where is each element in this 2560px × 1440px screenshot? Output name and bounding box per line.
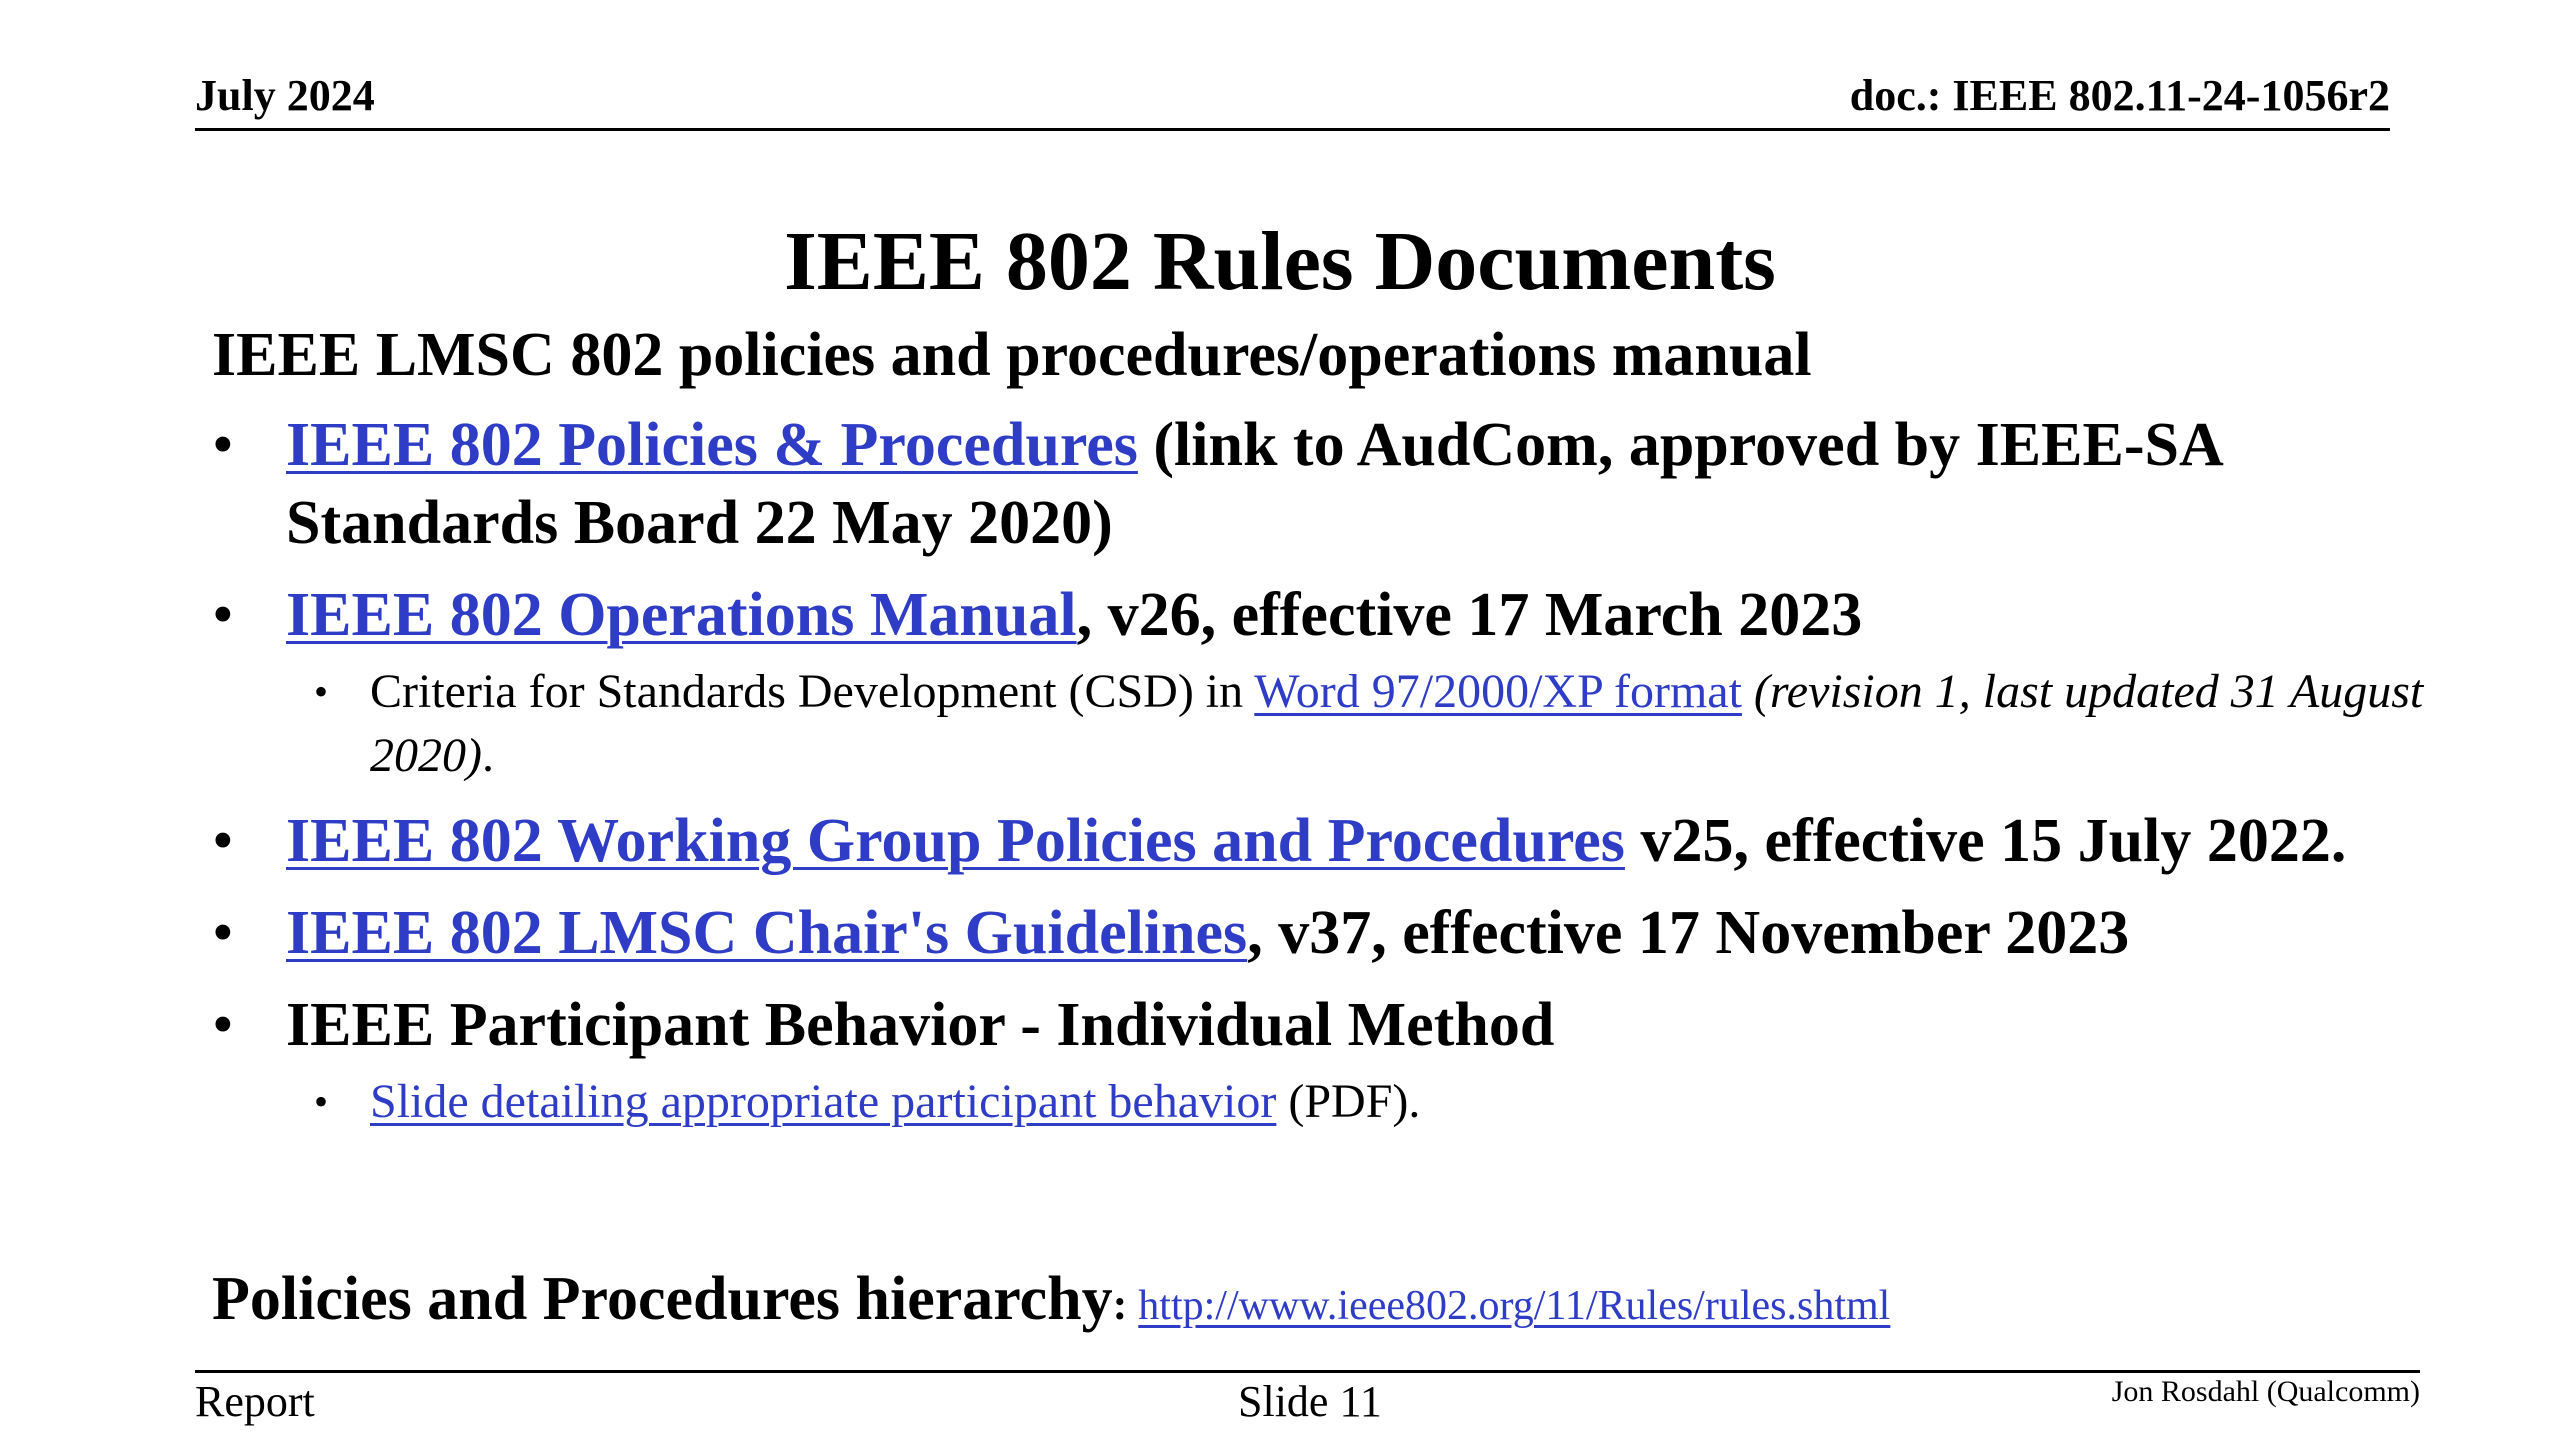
item-text: (link to AudCom, approved by IEEE-SA Standards Board 22 May 2020) — [286, 411, 2221, 558]
hierarchy-label: Policies and Procedures hierarchy — [212, 1265, 1113, 1333]
header-divider — [195, 128, 2390, 131]
header-date: July 2024 — [195, 71, 375, 120]
link-word-format[interactable]: Word 97/2000/XP format — [1254, 665, 1742, 719]
link-policies-procedures[interactable]: IEEE 802 Policies & Procedures — [286, 411, 1138, 480]
hierarchy-colon: : — [1112, 1280, 1139, 1329]
bullet-icon: • — [212, 807, 234, 876]
slide-title: IEEE 802 Rules Documents — [784, 215, 1776, 308]
bullet-item-chair-guidelines — [212, 894, 2432, 972]
link-rules-url[interactable]: http://www.ieee802.org/11/Rules/rules.shtml — [1138, 1283, 1891, 1329]
footer-divider — [195, 1370, 2420, 1373]
item-text: v25, effective 15 July 2022. — [1624, 807, 2347, 876]
sub-bullet-icon: • — [314, 1079, 329, 1125]
sub-item-text: Criteria for Standards Development (CSD) in — [370, 665, 1255, 719]
link-chair-guidelines[interactable]: IEEE 802 LMSC Chair's Guidelines — [286, 899, 1248, 968]
footer-slide-number: Slide 11 — [1238, 1377, 1382, 1426]
sub-item-csd — [286, 660, 2432, 788]
item-text: , v26, effective 17 March 2023 — [1076, 581, 1863, 650]
header-doc-id: doc.: IEEE 802.11-24-1056r2 — [1849, 71, 2390, 120]
sub-item-end: . — [481, 729, 494, 783]
footer-author: Jon Rosdahl (Qualcomm) — [2111, 1375, 2420, 1408]
footer-report: Report — [195, 1377, 315, 1426]
link-operations-manual[interactable]: IEEE 802 Operations Manual — [286, 581, 1077, 650]
bullet-icon: • — [212, 899, 234, 968]
bullet-icon: • — [212, 991, 234, 1060]
bullet-item-policies — [212, 406, 2432, 562]
bullet-item-wg-policies — [212, 802, 2432, 880]
sub-item-italic-note: (revision 1, last updated 31 August 2020) — [370, 665, 2424, 783]
link-participant-behavior-slide[interactable]: Slide detailing appropriate participant behavior — [370, 1075, 1277, 1129]
sub-item-behavior-slide — [286, 1070, 2432, 1134]
link-wg-policies-procedures[interactable]: IEEE 802 Working Group Policies and Procedures — [286, 807, 1625, 876]
bullet-item-operations-manual — [212, 576, 2432, 654]
hierarchy-line — [212, 1262, 2432, 1336]
item-text: , v37, effective 17 November 2023 — [1247, 899, 2130, 968]
section-heading: IEEE LMSC 802 policies and procedures/operations manual — [212, 321, 1812, 389]
item-text: IEEE Participant Behavior - Individual Method — [286, 991, 1555, 1060]
bullet-icon: • — [212, 411, 234, 480]
bullet-icon: • — [212, 581, 234, 650]
bullet-item-participant-behavior — [212, 986, 2432, 1064]
sub-item-text: (PDF). — [1276, 1075, 1421, 1129]
sub-bullet-icon: • — [314, 669, 329, 715]
slide-body — [212, 318, 2432, 1134]
